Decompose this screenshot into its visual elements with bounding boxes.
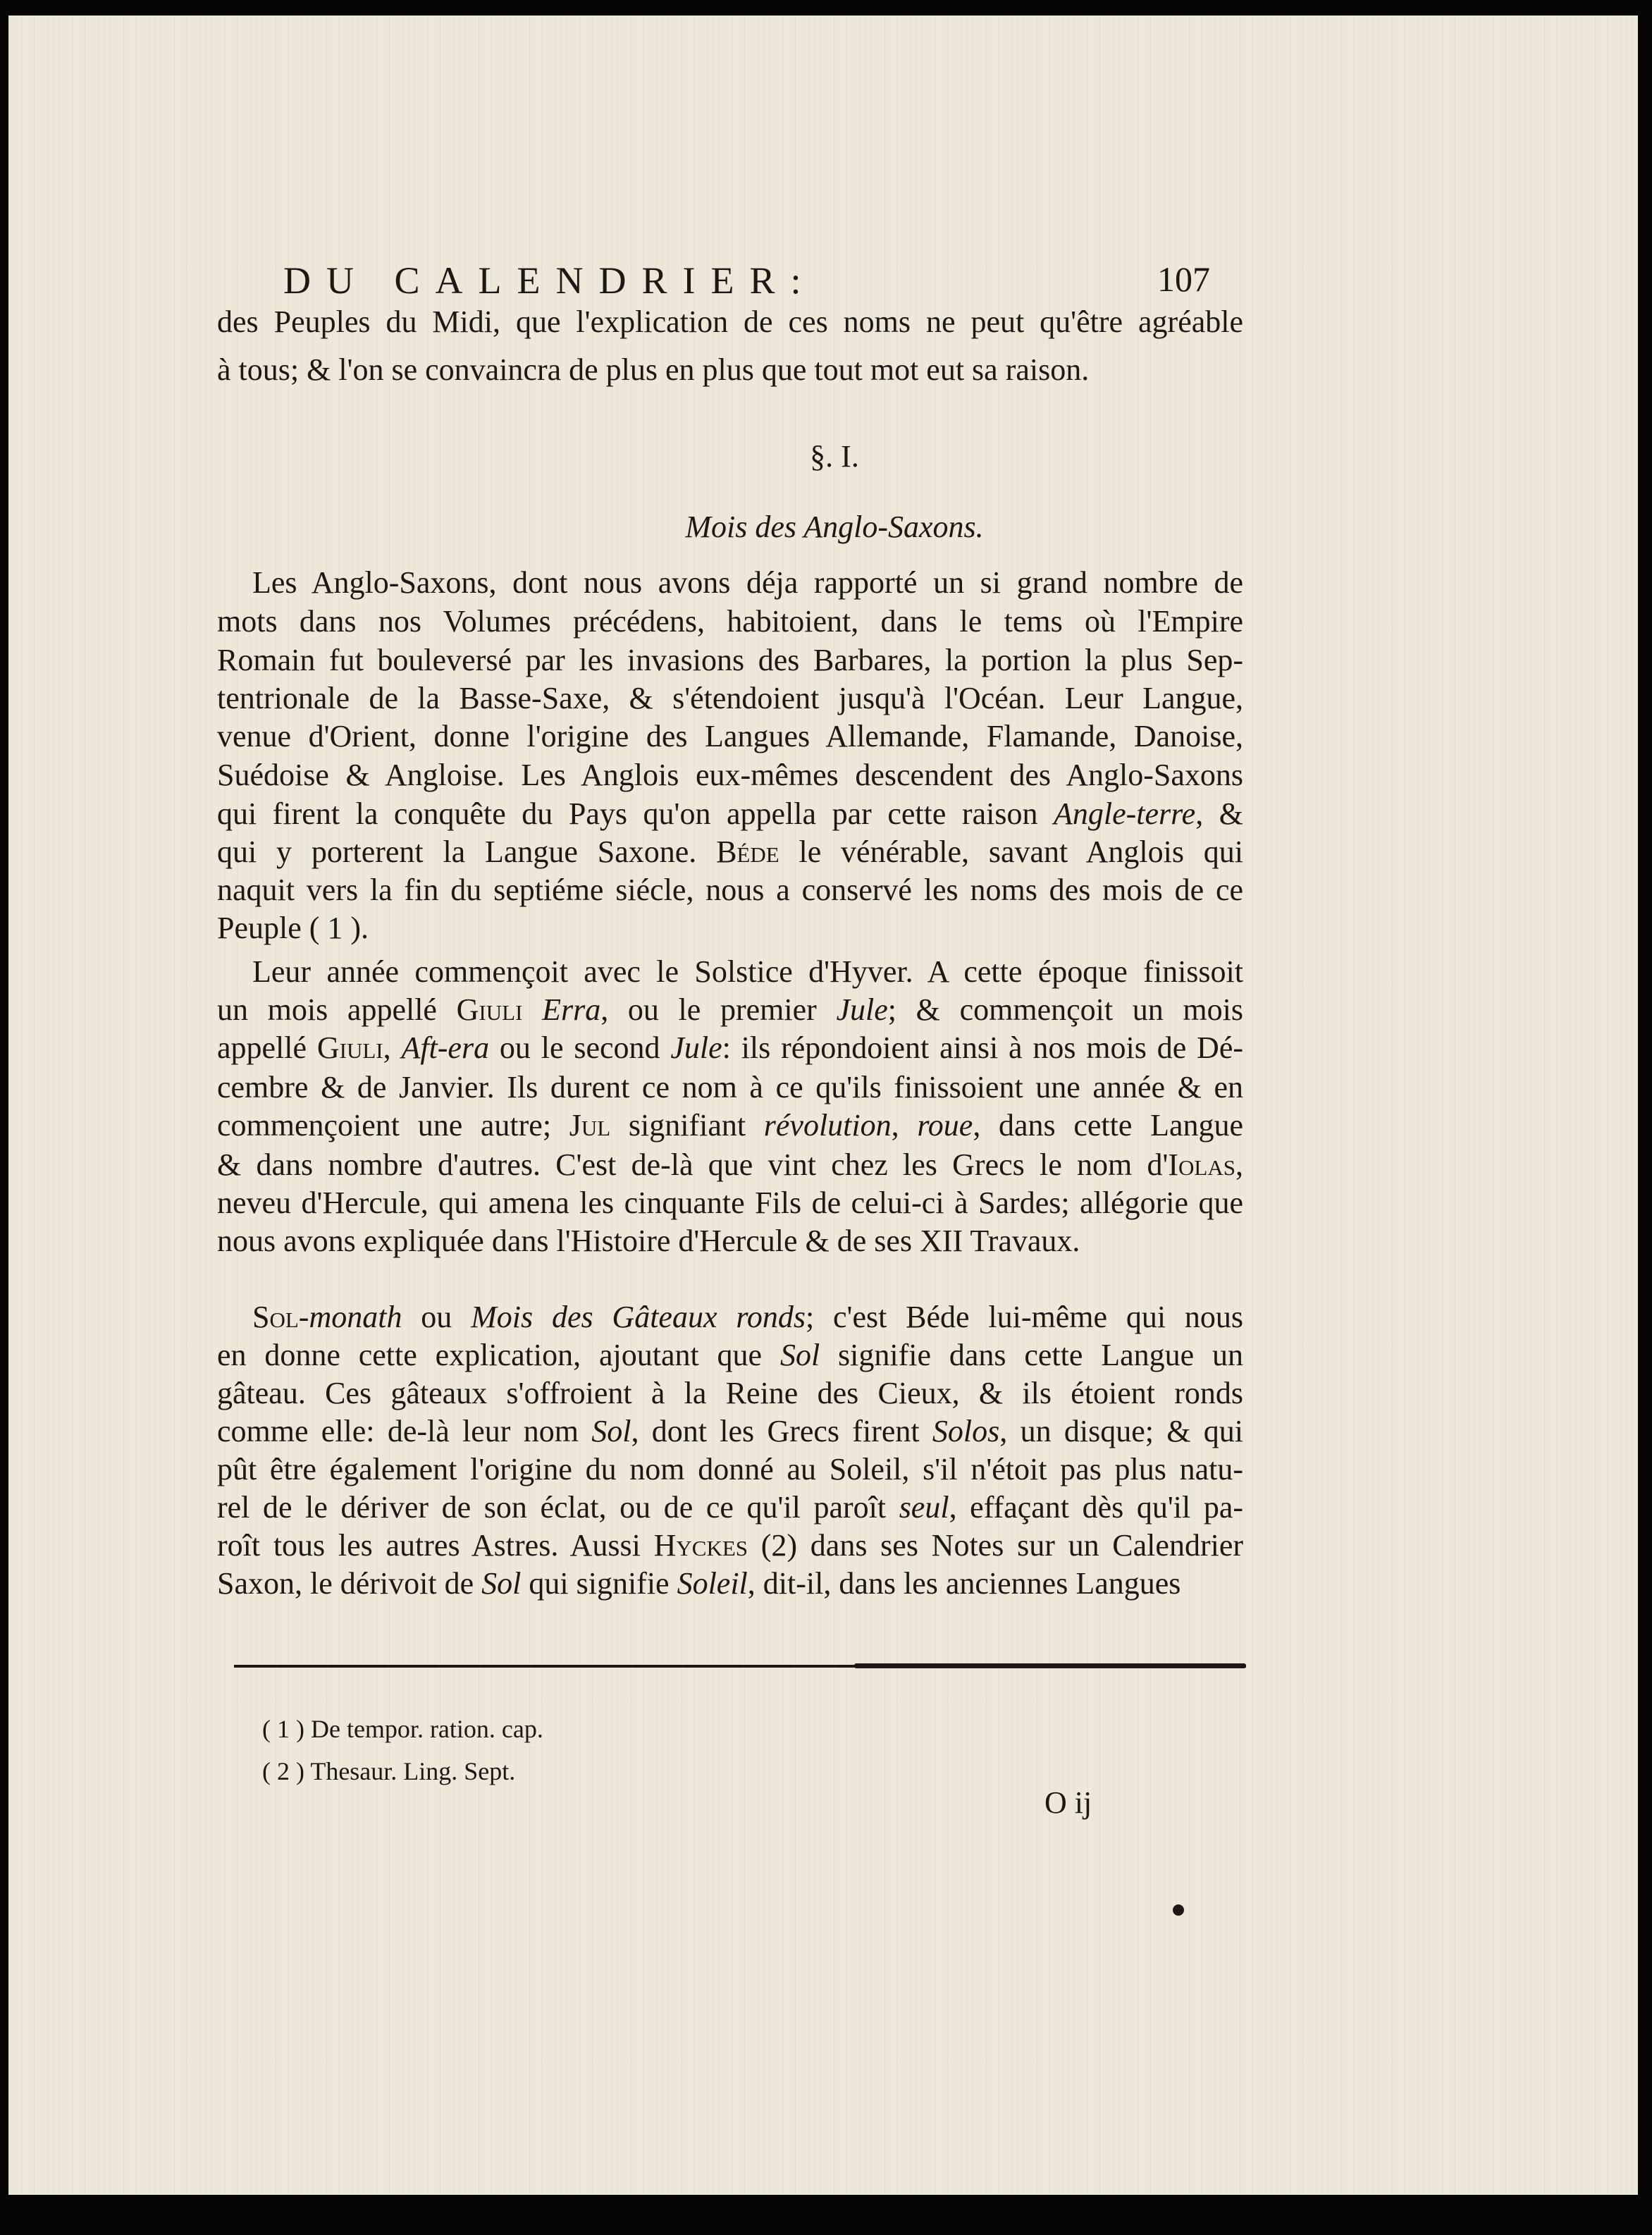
text-segment: , [1235,1147,1243,1182]
italic-text: Sol [591,1414,631,1448]
text-segment: en donne cette explication, ajoutant que [217,1338,780,1372]
italic-text: Aft-era [401,1030,490,1065]
text-line [217,1107,1243,1145]
page-number: 107 [1157,259,1210,299]
signature-mark: O ij [1044,1785,1092,1820]
text-segment: des Peuples du Midi, que l'explication de ces noms ne peut qu'être agréable [217,304,1243,339]
text-line [217,1489,1243,1527]
text-segment: neveu d'Hercule, qui amena les cinquante Fils de celui-ci à Sardes; allégorie que [217,1186,1243,1220]
small-caps-text: Giuli [316,1030,383,1065]
italic-text: Sol [779,1338,820,1372]
text-segment: , [891,1108,918,1143]
text-segment: qui firent la conquête du Pays qu'on appella par cette raison [217,796,1054,831]
text-segment: cembre & de Janvier. Ils durent ce nom à ce qu'ils finissoient une année & en [217,1070,1243,1104]
text-segment: Peuple ( 1 ). [217,911,369,945]
ink-spot [1173,1904,1184,1916]
text-segment: , effaçant dès qu'il pa- [949,1490,1244,1525]
section-mark: §. I. [810,439,859,474]
text-segment: signifie dans cette Langue un [820,1338,1244,1372]
text-segment: un mois appellé [217,992,457,1027]
italic-text: Jule [836,992,888,1027]
italic-text: Erra [542,992,601,1027]
text-segment: qui y porterent la Langue Saxone. [217,835,717,869]
italic-text: Solos [932,1414,1000,1448]
text-segment: nous avons expliquée dans l'Histoire d'Hercule & de ses XII Travaux. [217,1224,1080,1258]
text-segment: qui signifie [521,1566,677,1601]
italic-text: révolution [763,1108,892,1143]
text-segment: (2) dans ses Notes sur un Calendrier [748,1528,1243,1563]
text-segment: pût être également l'origine du nom donné au Soleil, s'il n'étoit pas plus natu- [217,1452,1243,1486]
italic-text: Sol [481,1566,522,1601]
italic-text: Angle-terre [1054,796,1196,831]
text-line [252,564,1243,602]
text-line [217,603,1243,641]
italic-text: Mois des Gâteaux ronds [471,1300,806,1334]
text-segment: mots dans nos Volumes précédens, habitoient, dans le tems où l'Empire [217,604,1243,639]
text-segment: Leur année commençoit avec le Solstice d'Hyver. A cette époque finissoit [252,954,1243,989]
text-line [217,1527,1243,1565]
text-segment: Les Anglo-Saxons, dont nous avons déja rapporté un si grand nombre de [252,565,1243,600]
section-heading: Mois des Anglo-Saxons. [685,510,984,544]
text-segment: ; & commençoit un mois [887,992,1243,1027]
text-line [217,1336,1243,1374]
text-segment: tentrionale de la Basse-Saxe, & s'étendoient jusqu'à l'Océan. Leur Langue, [217,681,1243,715]
text-line [217,1069,1243,1107]
small-caps-text: Giuli [456,992,523,1027]
text-line [217,1222,1243,1260]
text-segment: à tous; & l'on se convaincra de plus en plus que tout mot eut sa raison. [217,352,1090,387]
text-segment: venue d'Orient, donne l'origine des Langues Allemande, Flamande, Danoise, [217,719,1243,753]
text-line [252,953,1243,991]
text-line [217,756,1243,794]
small-caps-text: Béde [716,835,779,869]
book-page [8,16,1638,2195]
text-segment: , dont les Grecs firent [631,1414,932,1448]
text-line [217,991,1243,1029]
text-line [252,1298,1243,1336]
italic-text: roue [917,1108,973,1143]
text-segment: appellé [217,1030,317,1065]
text-line [217,1184,1243,1222]
text-line [217,1146,1243,1184]
text-segment: rel de le dériver de son éclat, ou de ce qu'il paroît [217,1490,899,1525]
text-line [217,303,1243,341]
footnote-2: ( 2 ) Thesaur. Ling. Sept. [262,1757,516,1785]
text-segment: : ils répondoient ainsi à nos mois de Dé- [722,1030,1244,1065]
text-segment: ou le second [489,1030,671,1065]
text-segment: , dans cette Langue [973,1108,1244,1143]
small-caps-text: Jul [569,1108,611,1143]
text-line [217,641,1243,679]
text-line [217,833,1243,871]
text-line [217,1374,1243,1412]
text-segment: commençoient une autre; [217,1108,569,1143]
text-line [217,351,1243,389]
text-segment: naquit vers la fin du septiéme siécle, nous a conservé les noms des mois de ce [217,873,1243,907]
text-segment: , [383,1030,402,1065]
text-segment: Saxon, le dérivoit de [217,1566,482,1601]
text-line [217,679,1243,718]
italic-text: -monath [298,1300,402,1334]
text-segment: , un disque; & qui [999,1414,1243,1448]
text-segment: ou [402,1300,471,1334]
text-segment: comme elle: de-là leur nom [217,1414,592,1448]
italic-text: seul [899,1490,949,1525]
text-line [217,1451,1243,1489]
small-caps-text: Sol [252,1300,299,1334]
text-segment: , ou le premier [600,992,837,1027]
text-segment: , dit-il, dans les anciennes Langues [747,1566,1181,1601]
small-caps-text: Iolas [1168,1147,1235,1182]
text-line [217,1565,1243,1603]
footnote-1: ( 1 ) De tempor. ration. cap. [262,1715,543,1743]
text-line [217,871,1243,909]
text-segment: signifiant [610,1108,764,1143]
text-segment [522,992,542,1027]
small-caps-text: Hyckes [653,1528,748,1563]
text-segment: roît tous les autres Astres. Aussi [217,1528,654,1563]
italic-text: Soleil [677,1566,748,1601]
italic-text: Jule [670,1030,722,1065]
text-line [217,1412,1243,1451]
text-segment: & dans nombre d'autres. C'est de-là que vint chez les Grecs le nom d' [217,1147,1169,1182]
text-segment: , & [1195,796,1243,831]
text-segment: ; c'est Béde lui-même qui nous [805,1300,1244,1334]
footnote-rule-thick [854,1663,1246,1668]
text-line [217,718,1243,756]
running-head: DU CALENDRIER: [283,259,817,302]
text-segment: gâteau. Ces gâteaux s'offroient à la Reine des Cieux, & ils étoient ronds [217,1376,1243,1410]
text-segment: le vénérable, savant Anglois qui [779,835,1243,869]
text-line [217,795,1243,833]
text-segment: Romain fut bouleversé par les invasions des Barbares, la portion la plus Sep- [217,643,1243,677]
text-line [217,909,1243,947]
text-segment: Suédoise & Angloise. Les Anglois eux-mêmes descendent des Anglo-Saxons [217,758,1243,792]
text-line [217,1029,1243,1067]
